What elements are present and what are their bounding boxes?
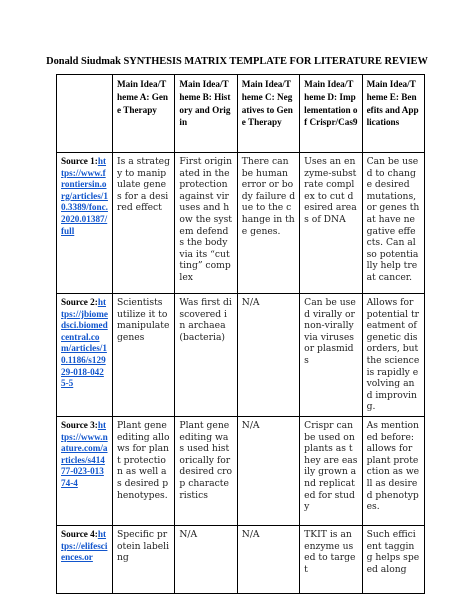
table-cell: Can be used to change desired mutations, or genes that have negative effects. Can also potentially help treat cancer. <box>362 153 424 294</box>
table-header-row <box>57 75 425 153</box>
header-cell-theme-b: Main Idea/Theme B: History and Origin <box>175 75 237 153</box>
table-cell: N/A <box>237 525 299 593</box>
table-cell: Crispr can be used on plants as they are easily grown and replicated for study <box>300 416 362 525</box>
table-cell: Was first discovered in archaea (bacteria) <box>175 294 237 417</box>
table-row <box>57 153 425 294</box>
table-cell: There can be human error or body failure due to the change in the genes. <box>237 153 299 294</box>
source-link[interactable]: https://jbiomedsci.biomedcentral.com/articles/10.1186/s12929-018-0425-5 <box>61 297 108 389</box>
source-label: Source 3: <box>61 419 98 430</box>
header-cell-theme-a: Main Idea/Theme A: Gene Therapy <box>113 75 175 153</box>
header-cell-theme-e: Main Idea/Theme E: Benefits and Applications <box>362 75 424 153</box>
table-row <box>57 416 425 525</box>
table-cell: Is a strategy to manipulate genes for a desired effect <box>113 153 175 294</box>
source-cell <box>57 525 113 593</box>
table-cell: Plant gene editing allows for plant protection as well as desired phenotypes. <box>113 416 175 525</box>
source-cell <box>57 153 113 294</box>
header-cell-empty <box>57 75 113 153</box>
table-cell: N/A <box>237 294 299 417</box>
source-cell <box>57 416 113 525</box>
table-cell: Can be used virally or non-virally via viruses or plasmids <box>300 294 362 417</box>
source-link[interactable]: https://elifesciences.or <box>61 528 108 563</box>
table-cell: Scientists utilize it to manipulate genes <box>113 294 175 417</box>
header-cell-theme-d: Main Idea/Theme D: Implementation of Crispr/Cas9 <box>300 75 362 153</box>
table-cell: N/A <box>175 525 237 593</box>
source-cell <box>57 294 113 417</box>
table-cell: N/A <box>237 416 299 525</box>
source-label: Source 1: <box>61 156 98 166</box>
source-link[interactable]: https://www.nature.com/articles/s41477-023-01374-4 <box>61 419 108 488</box>
header-cell-theme-c: Main Idea/Theme C: Negatives to Gene Therapy <box>237 75 299 153</box>
table-row <box>57 294 425 417</box>
table-cell: Specific protein labeling <box>113 525 175 593</box>
table-cell: Such efficient tagging helps speed along <box>362 525 424 593</box>
source-label: Source 2: <box>61 297 98 307</box>
source-label: Source 4: <box>61 528 98 539</box>
synthesis-matrix-table <box>56 74 425 594</box>
table-cell: TKIT is an enzyme used to target <box>300 525 362 593</box>
table-cell: As mentioned before: allows for plant protection as well as desired phenotypes. <box>362 416 424 525</box>
table-cell: Plant gene editing was used historically for desired crop characteristics <box>175 416 237 525</box>
table-row <box>57 525 425 593</box>
source-link[interactable]: https://www.frontiersin.org/articles/10.3389/fonc.2020.01387/full <box>61 156 108 236</box>
table-cell: First originated in the protection against viruses and how the system defends the body via its “cutting” complex <box>175 153 237 294</box>
page-title: Donald Siudmak SYNTHESIS MATRIX TEMPLATE FOR LITERATURE REVIEW <box>46 56 428 67</box>
table-cell: Allows for potential treatment of genetic disorders, but the science is rapidly evolving and improving. <box>362 294 424 417</box>
table-cell: Uses an enzyme-substrate complex to cut desired areas of DNA <box>300 153 362 294</box>
